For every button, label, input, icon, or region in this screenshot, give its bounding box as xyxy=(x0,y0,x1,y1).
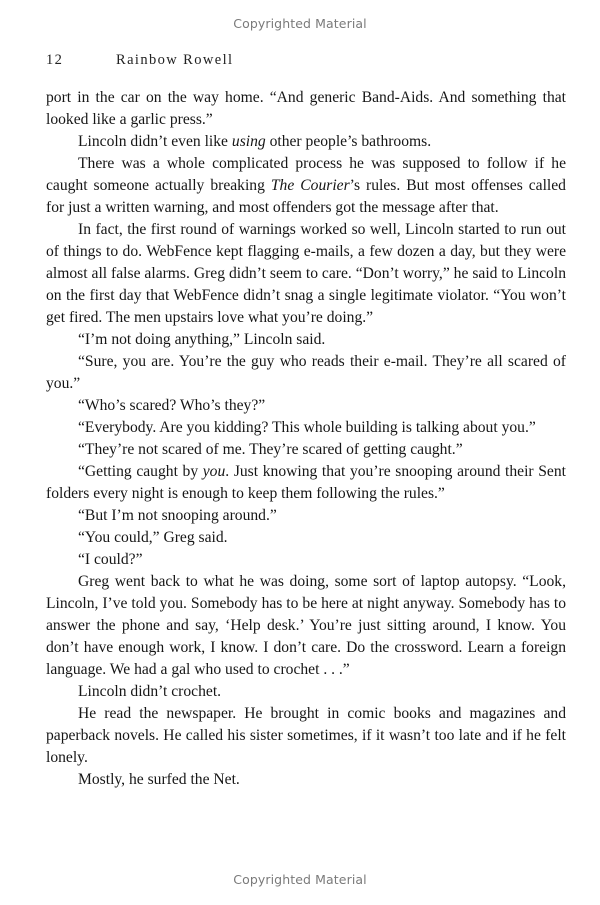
paragraph: Greg went back to what he was doing, some sort of laptop autopsy. “Look, Lincoln, I’ve told you. Somebody has to be here at night anyway. Somebody has to answer the phone and say, ‘Help desk.’ You’re just sitting around, I know. You don’t have enough work, I know. I don’t care. Do the crossword. Learn a foreign language. We had a gal who used to crochet . . .” xyxy=(46,573,566,678)
paragraph: Lincoln didn’t even like using other people’s bathrooms. xyxy=(78,133,432,150)
paragraph: “I could?” xyxy=(78,551,143,568)
paragraph: “But I’m not snooping around.” xyxy=(78,507,277,524)
paragraph: There was a whole complicated process he was supposed to follow if he caught someone actually breaking The Courier’s rules. But most offenses called for just a written warning, and most offenders got the message after that. xyxy=(46,155,566,216)
paragraph: “Everybody. Are you kidding? This whole building is talking about you.” xyxy=(78,419,536,436)
paragraph: port in the car on the way home. “And generic Band-Aids. And something that looked like a garlic press.” xyxy=(46,89,566,128)
paragraph: “They’re not scared of me. They’re scared of getting caught.” xyxy=(78,441,463,458)
paragraph: Mostly, he surfed the Net. xyxy=(78,771,240,788)
paragraph: “You could,” Greg said. xyxy=(78,529,228,546)
paragraph: “Sure, you are. You’re the guy who reads their e-mail. They’re all scared of you.” xyxy=(46,353,566,392)
paragraph: “Who’s scared? Who’s they?” xyxy=(78,397,266,414)
paragraph: He read the newspaper. He brought in comic books and magazines and paperback novels. He called his sister sometimes, if it wasn’t too late and if he felt lonely. xyxy=(46,705,566,766)
author-name: Rainbow Rowell xyxy=(116,52,234,68)
paragraph: Lincoln didn’t crochet. xyxy=(78,683,222,700)
paragraph: In fact, the first round of warnings worked so well, Lincoln started to run out of things to do. WebFence kept flagging e-mails, a few dozen a day, but they were almost all false alarms. Greg didn’t seem to care. “Don’t worry,” he said to Lincoln on the first day that WebFence didn’t snag a single legitimate violator. “You won’t get fired. The men upstairs love what you’re doing.” xyxy=(46,221,566,326)
page-number: 12 xyxy=(46,52,64,68)
body-text xyxy=(46,87,566,791)
copyright-watermark-top: Copyrighted Material xyxy=(233,16,367,31)
copyright-watermark-bottom: Copyrighted Material xyxy=(233,872,367,887)
paragraph: “I’m not doing anything,” Lincoln said. xyxy=(78,331,326,348)
running-head xyxy=(46,52,566,69)
paragraph: “Getting caught by you. Just knowing that you’re snooping around their Sent folders every night is enough to keep them following the rules.” xyxy=(46,463,566,502)
